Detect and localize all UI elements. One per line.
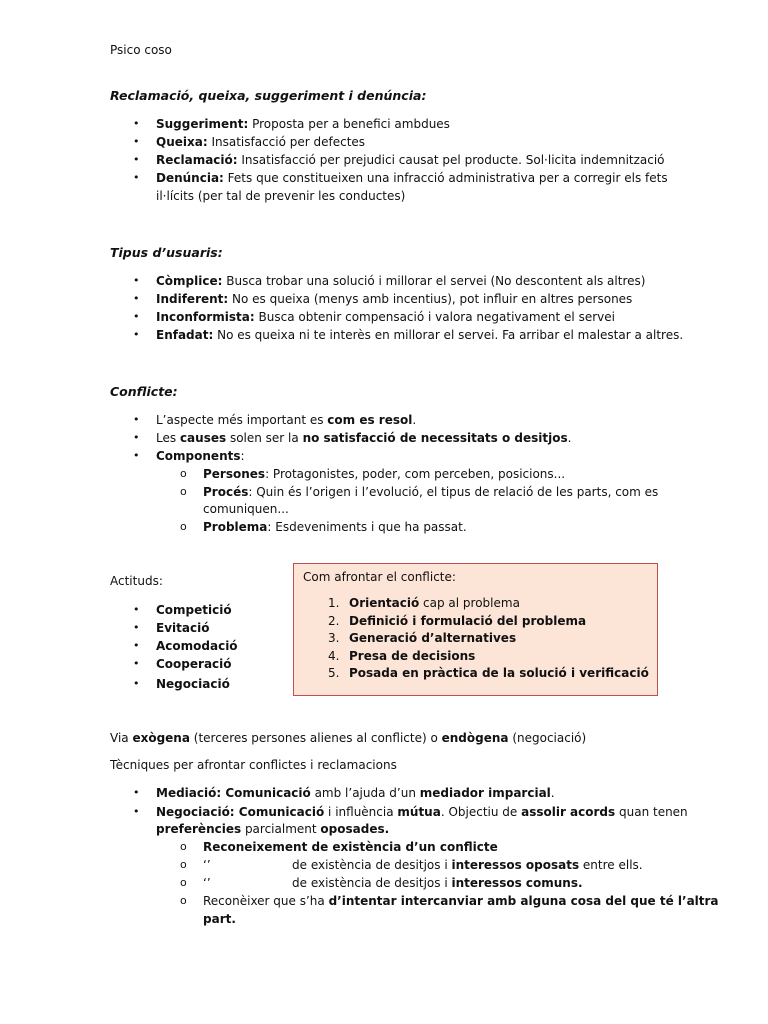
actituds-heading: Actituds: <box>110 574 163 588</box>
box-list-number: 4. <box>328 649 340 663</box>
list-item: Denúncia: Fets que constitueixen una infracció administrativa per a corregir els fets <box>156 171 668 185</box>
via-paragraph: Via exògena (terceres persones alienes al conflicte) o endògena (negociació) <box>110 731 587 745</box>
sub-list-item-continuation: part. <box>203 912 236 926</box>
list-item: Còmplice: Busca trobar una solució i millorar el servei (No descontent als altres) <box>156 274 646 288</box>
list-item: Enfadat: No es queixa ni te interès en millorar el servei. Fa arribar el malestar a altres. <box>156 328 684 342</box>
list-item: Mediació: Comunicació amb l’ajuda d’un mediador imparcial. <box>156 786 555 800</box>
list-item: Cooperació <box>156 657 232 671</box>
bullet: • <box>133 328 140 341</box>
sub-list-item: Problema: Esdeveniments i que ha passat. <box>203 520 467 534</box>
section-heading-conflicte: Conflicte: <box>110 384 178 399</box>
sub-list-item: Reconèixer que s’ha d’intentar intercanviar amb alguna cosa del que té l’altra <box>203 894 719 908</box>
tecniques-heading: Tècniques per afrontar conflictes i reclamacions <box>110 758 397 772</box>
section-heading-usuaris: Tipus d’usuaris: <box>110 245 223 260</box>
box-list-number: 5. <box>328 666 340 680</box>
sub-bullet: o <box>180 485 187 498</box>
bullet: • <box>133 639 140 652</box>
box-list-item: Definició i formulació del problema <box>349 614 587 628</box>
bullet: • <box>133 657 140 670</box>
box-list-number: 3. <box>328 631 340 645</box>
box-list-item: Generació d’alternatives <box>349 631 517 645</box>
bullet: • <box>133 413 140 426</box>
bullet: • <box>133 292 140 305</box>
sub-list-item: Reconeixement de existència d’un conflicte <box>203 840 498 854</box>
sub-bullet: o <box>180 840 187 853</box>
box-list-item: Posada en pràctica de la solució i verificació <box>349 666 649 680</box>
sub-bullet: o <box>180 858 187 871</box>
list-item: L’aspecte més important es com es resol. <box>156 413 417 427</box>
box-list-item: Orientació cap al problema <box>349 596 520 610</box>
list-item: Suggeriment: Proposta per a benefici ambdues <box>156 117 450 131</box>
box-list-number: 2. <box>328 614 340 628</box>
bullet: • <box>133 603 140 616</box>
sub-bullet: o <box>180 876 187 889</box>
list-item: Components: <box>156 449 245 463</box>
bullet: • <box>133 805 140 818</box>
list-item: Negociació: Comunicació i influència mútua. Objectiu de assolir acords quan tenen <box>156 805 688 819</box>
list-item: Reclamació: Insatisfacció per prejudici causat pel producte. Sol·licita indemnització <box>156 153 665 167</box>
sub-list-item-quote: ‘’ <box>203 858 211 872</box>
list-item: Evitació <box>156 621 210 635</box>
list-item: Inconformista: Busca obtenir compensació i valora negativament el servei <box>156 310 615 324</box>
list-item: Les causes solen ser la no satisfacció de necessitats o desitjos. <box>156 431 572 445</box>
sub-bullet: o <box>180 467 187 480</box>
list-item: Acomodació <box>156 639 238 653</box>
bullet: • <box>133 431 140 444</box>
bullet: • <box>133 171 140 184</box>
bullet: • <box>133 310 140 323</box>
sub-list-item: de existència de desitjos i interessos comuns. <box>292 876 583 890</box>
doc-title: Psico coso <box>110 43 172 57</box>
sub-list-item: Procés: Quin és l’origen i l’evolució, el tipus de relació de les parts, com es <box>203 485 659 499</box>
list-item: Negociació <box>156 677 230 691</box>
list-item-continuation: preferències parcialment oposades. <box>156 822 390 836</box>
list-item: Indiferent: No es queixa (menys amb incentius), pot influir en altres persones <box>156 292 633 306</box>
sub-list-item: de existència de desitjos i interessos oposats entre ells. <box>292 858 643 872</box>
bullet: • <box>133 117 140 130</box>
list-item: Competició <box>156 603 232 617</box>
box-list-item: Presa de decisions <box>349 649 476 663</box>
bullet: • <box>133 449 140 462</box>
box-list-number: 1. <box>328 596 340 610</box>
bullet: • <box>133 677 140 690</box>
bullet: • <box>133 135 140 148</box>
list-item-continuation: il·lícits (per tal de prevenir les conductes) <box>156 189 406 203</box>
bullet: • <box>133 274 140 287</box>
list-item: Queixa: Insatisfacció per defectes <box>156 135 366 149</box>
bullet: • <box>133 786 140 799</box>
section-heading-reclamacio: Reclamació, queixa, suggeriment i denúncia: <box>110 88 427 103</box>
sub-bullet: o <box>180 520 187 533</box>
box-title: Com afrontar el conflicte: <box>303 570 456 584</box>
bullet: • <box>133 621 140 634</box>
sub-list-item-continuation: comuniquen... <box>203 502 289 516</box>
sub-list-item: Persones: Protagonistes, poder, com perceben, posicions... <box>203 467 566 481</box>
sub-bullet: o <box>180 894 187 907</box>
bullet: • <box>133 153 140 166</box>
sub-list-item-quote: ‘’ <box>203 876 211 890</box>
